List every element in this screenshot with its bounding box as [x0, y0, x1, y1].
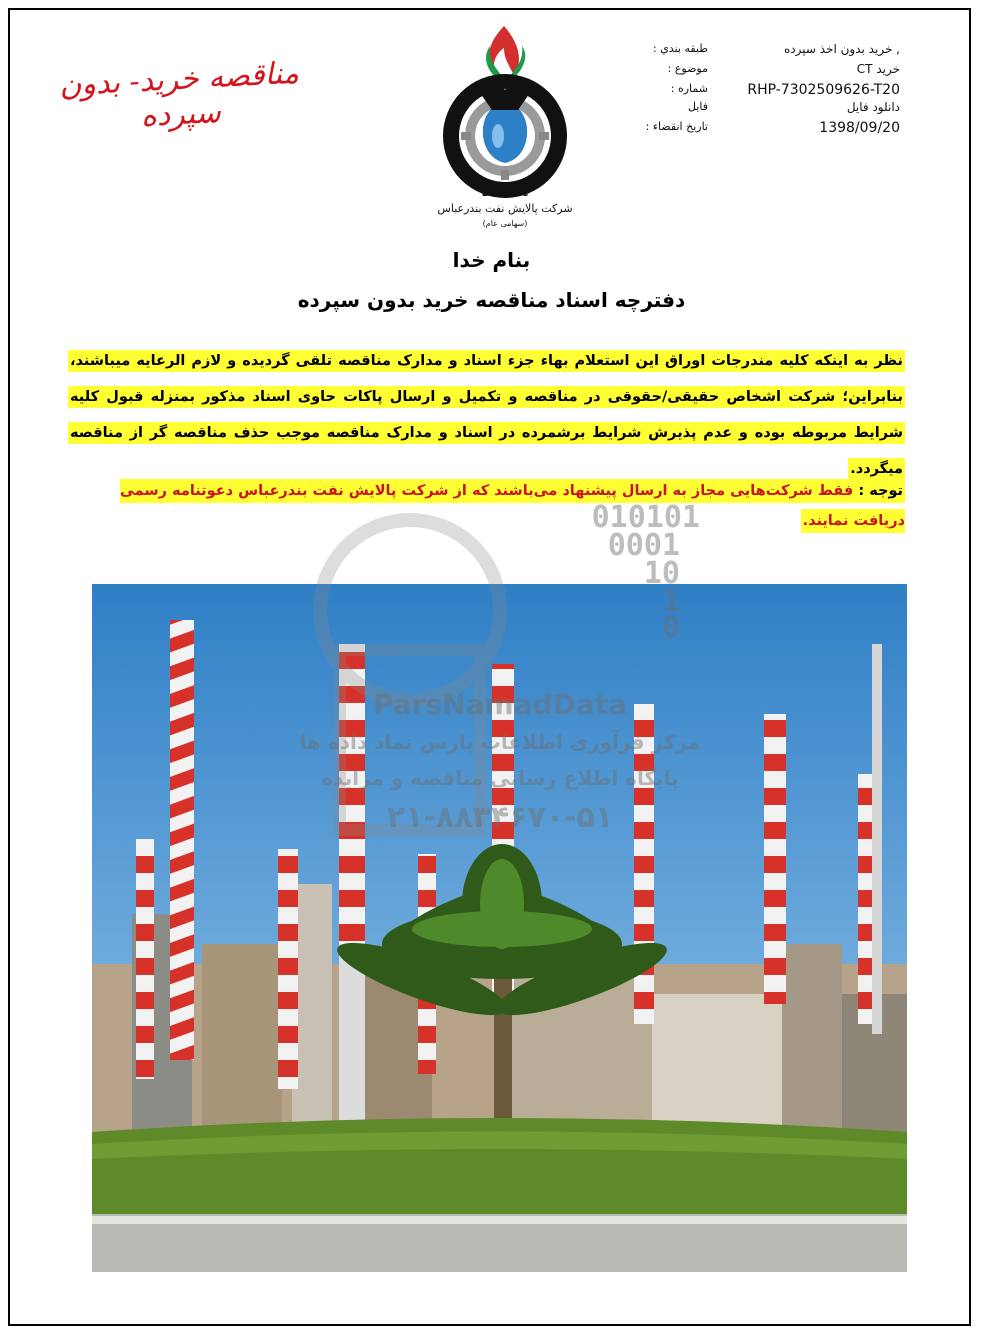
watermark-binary-line: 0	[661, 610, 680, 645]
highlighted-paragraph: نظر به اینکه کلیه مندرجات اوراق این استعلام بهاء جزء اسناد و مدارک مناقصه تلقی گردیده و لازم الرعایه میباشند، بنابراین؛ شرکت اشخاص حقیقی/حقوقی در مناقصه و تکمیل و ارسال پاکات حاوی اسناد مذکور بمنزله قبول کلیه شرایط مربوطه بوده و عدم پذیرش شرایط برشمرده در اسناد و مدارک مناقصه موجب حذف مناقصه گر از مناقصه میگردد.	[68, 350, 905, 480]
meta-value: RHP-7302509626-T20	[747, 82, 900, 98]
meta-label: طبقه بندي :	[653, 42, 708, 55]
watermark-subtitle: پایگاه اطلاع رسانی مناقصه و مزایده	[321, 766, 679, 790]
meta-value: 1398/09/20	[819, 120, 900, 136]
company-logo	[418, 18, 593, 233]
watermark-binary-line: 1	[661, 584, 680, 619]
meta-row-expiry	[628, 120, 900, 136]
meta-label: موضوع :	[667, 62, 708, 75]
watermark-binary-line: 010101	[591, 500, 700, 535]
body-paragraph	[68, 343, 905, 487]
document-meta	[628, 42, 900, 142]
svg-text:B.O.R.C: B.O.R.C	[481, 186, 529, 199]
meta-row-file	[628, 100, 900, 116]
meta-row-number	[628, 82, 900, 98]
meta-value: , خريد بدون اخذ سپرده	[784, 42, 900, 56]
meta-row-subject	[628, 62, 900, 78]
meta-value: خريد CT	[856, 62, 900, 76]
notice-text: فقط شرکت‌هایی مجاز به ارسال پیشنهاد می‌باشند که از شرکت پالایش نفت بندرعباس دعوتنامه رسمی دریافت نمایند.	[120, 483, 905, 529]
watermark-brand: ParsNamadData	[373, 688, 627, 721]
download-file-link[interactable]: دانلود فايل	[846, 100, 900, 114]
watermark-phone: ۲۱-۸۸۳۴۶۷۰-۵۱	[386, 800, 614, 835]
watermark-binary-line: 10	[643, 556, 680, 591]
meta-label: شماره :	[670, 82, 708, 95]
meta-label: فايل	[687, 100, 708, 113]
meta-label: تاريخ انقضاء :	[645, 120, 708, 133]
notice-label: توجه :	[858, 483, 903, 499]
svg-text:شرکت پالایش نفت بندرعباس: شرکت پالایش نفت بندرعباس	[437, 202, 573, 215]
watermark-binary-line: 0001	[607, 528, 680, 563]
bismillah-heading: بنام خدا	[452, 248, 531, 272]
watermark-subtitle: مرکز فرآوری اطلاعات پارس نماد داده ها	[299, 730, 701, 754]
document-title: دفترچه اسناد مناقصه خرید بدون سپرده	[297, 288, 686, 312]
meta-row-category	[628, 42, 900, 58]
svg-text:(سهامی عام): (سهامی عام)	[482, 219, 528, 228]
handwritten-note: مناقصه خرید- بدون سپرده	[58, 55, 300, 135]
